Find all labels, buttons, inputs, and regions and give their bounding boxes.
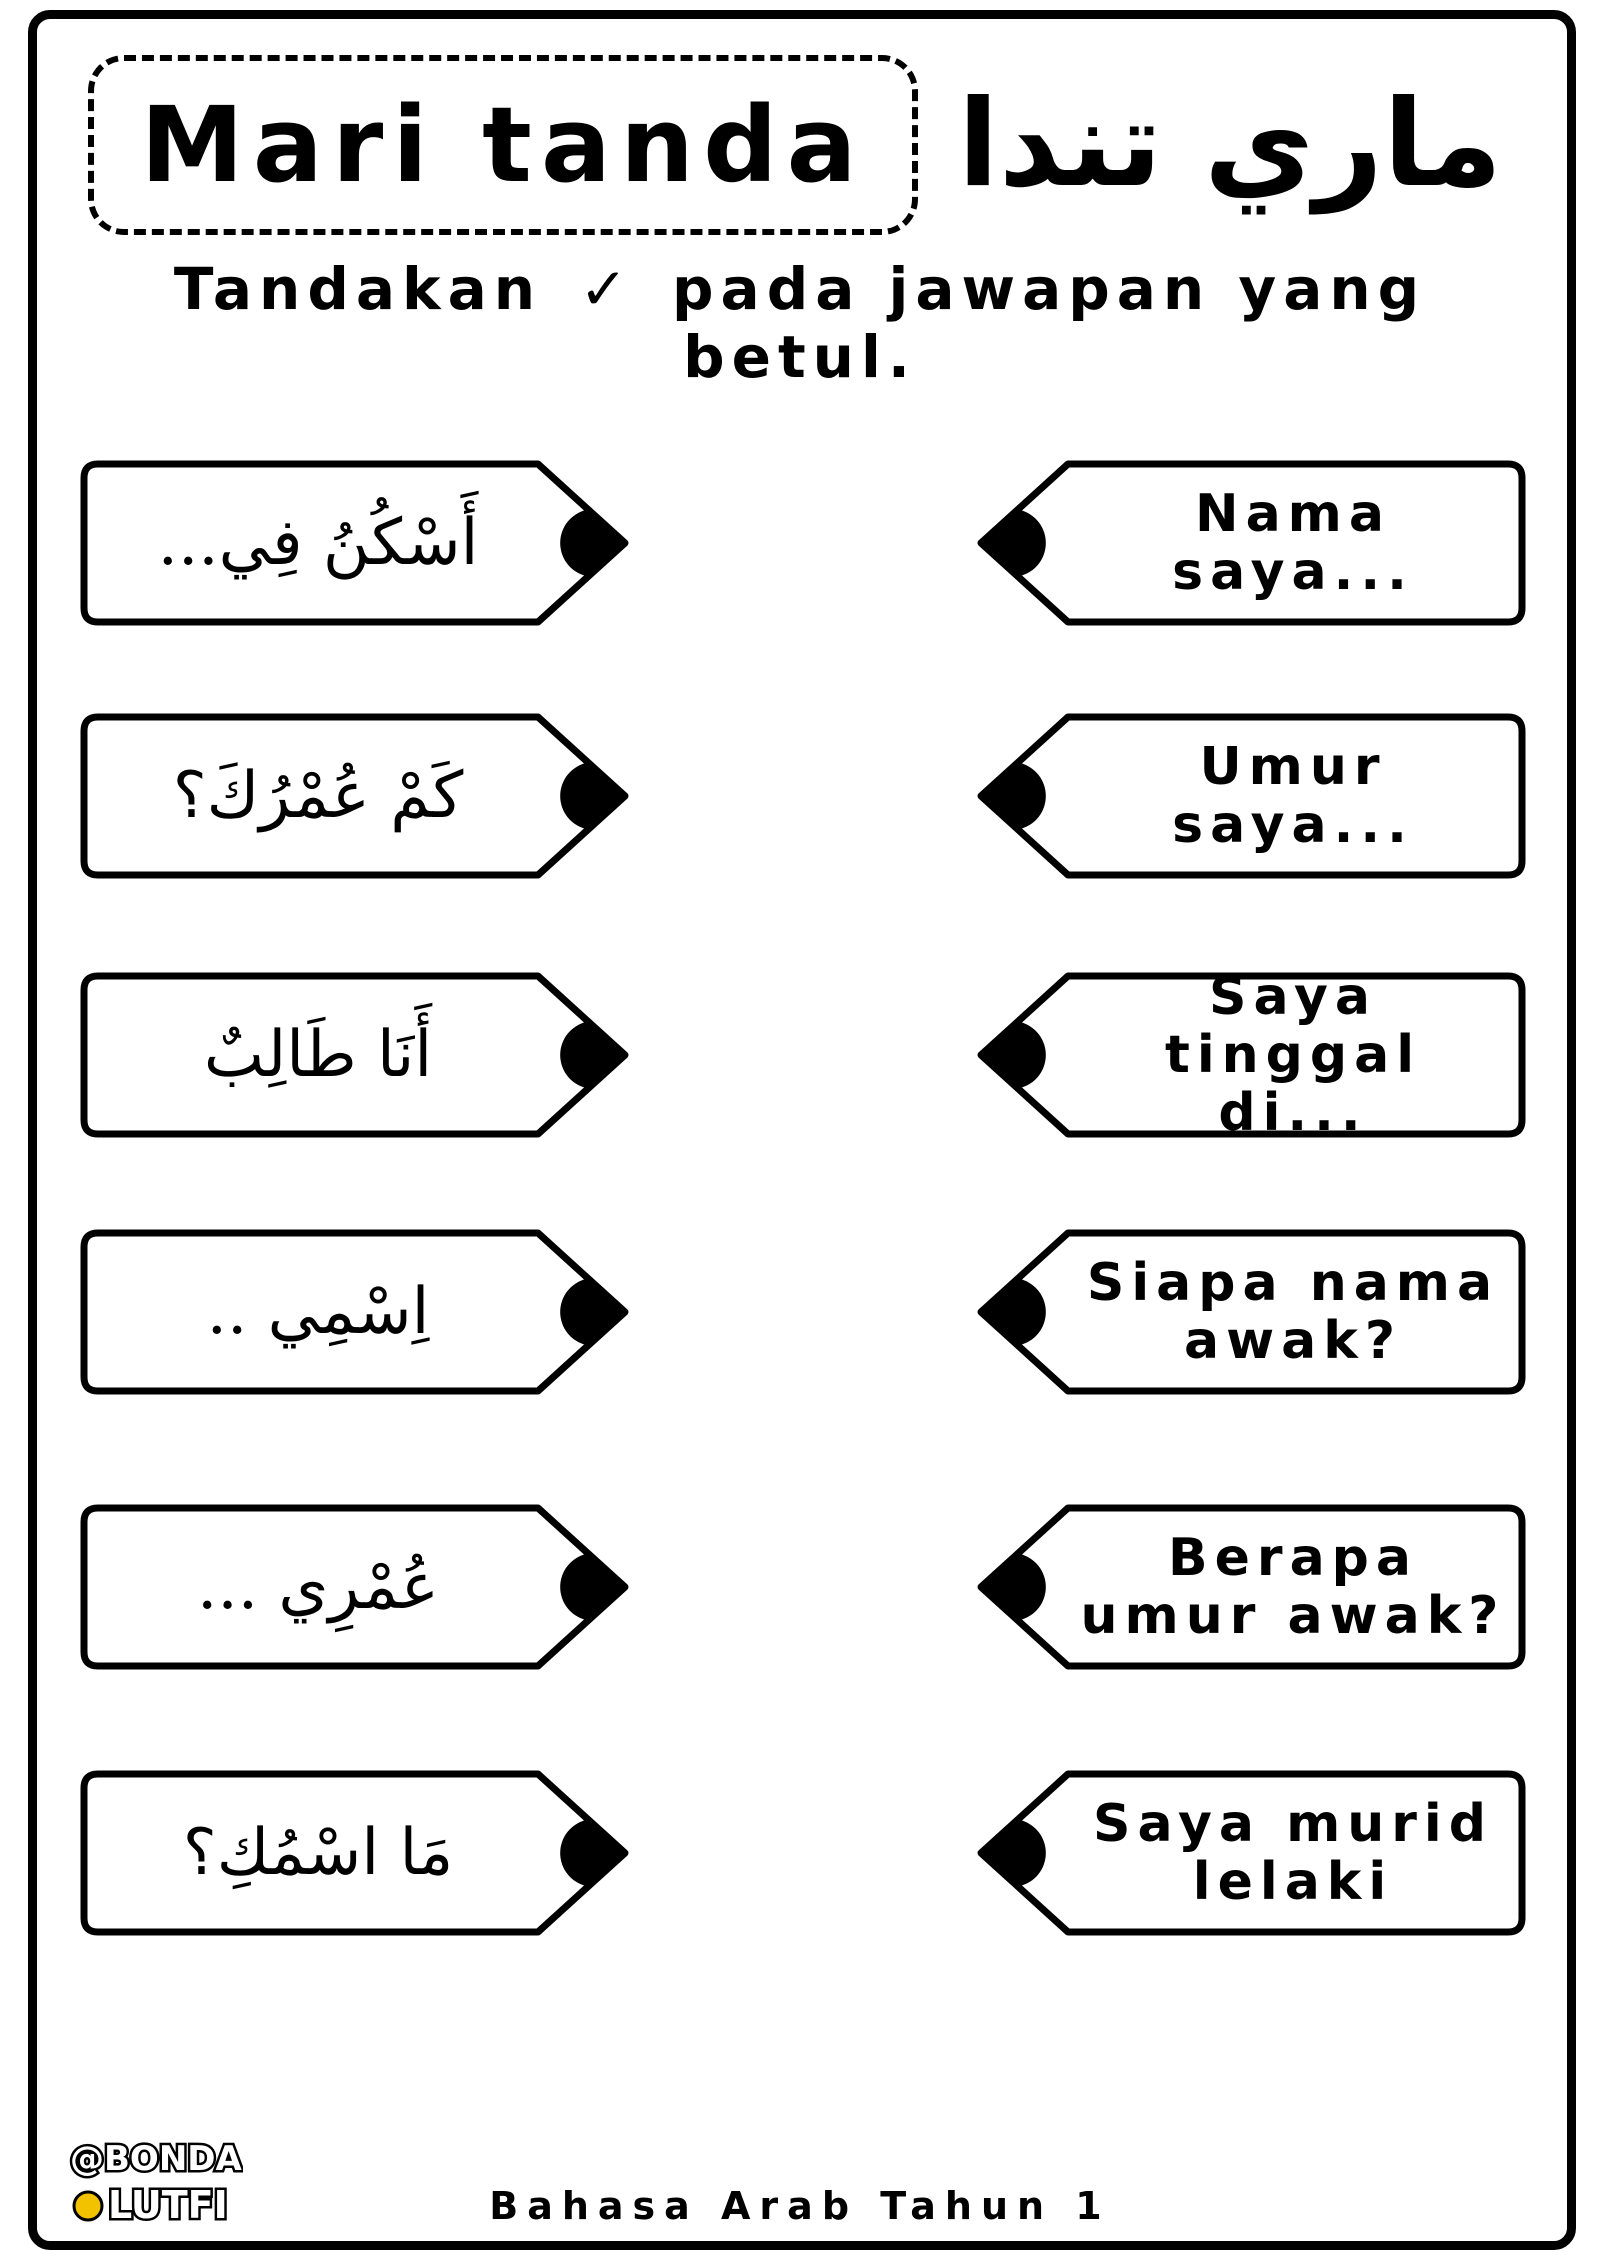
arabic-phrase: عُمْرِي ... bbox=[197, 1549, 439, 1624]
malay-tag-3[interactable] bbox=[960, 966, 1526, 1144]
malay-phrase: Saya tinggal di... bbox=[1164, 966, 1422, 1144]
page-title-jawi: ماري تندا bbox=[957, 75, 1503, 214]
malay-tag-4[interactable] bbox=[960, 1229, 1526, 1395]
malay-phrase: Nama saya... bbox=[1172, 483, 1414, 602]
malay-phrase: Saya murid lelaki bbox=[1093, 1793, 1493, 1912]
malay-phrase: Umur saya... bbox=[1172, 736, 1414, 855]
malay-phrase: Berapa umur awak? bbox=[1080, 1527, 1506, 1646]
arabic-phrase: أَسْكُنُ فِي... bbox=[157, 505, 479, 580]
malay-tag-6[interactable] bbox=[960, 1770, 1526, 1936]
arabic-tag-6[interactable] bbox=[80, 1770, 646, 1936]
check-icon: ✓ bbox=[579, 255, 635, 323]
arabic-tag-3[interactable] bbox=[80, 972, 646, 1138]
malay-tag-1[interactable] bbox=[960, 460, 1526, 626]
page-title: Mari tanda bbox=[140, 84, 866, 206]
logo-line-1: @BONDA bbox=[70, 2139, 242, 2179]
footer-caption: Bahasa Arab Tahun 1 bbox=[489, 2184, 1111, 2228]
malay-tag-5[interactable] bbox=[960, 1504, 1526, 1670]
arabic-phrase: أَنَا طَالِبٌ bbox=[203, 1017, 433, 1092]
malay-tag-2[interactable] bbox=[960, 713, 1526, 879]
instruction bbox=[60, 255, 1540, 391]
instruction-before: Tandakan bbox=[173, 255, 543, 323]
arabic-tag-4[interactable] bbox=[80, 1229, 646, 1395]
instruction-after: pada jawapan yang betul. bbox=[672, 255, 1427, 391]
arabic-tag-5[interactable] bbox=[80, 1504, 646, 1670]
bonda-lutfi-logo bbox=[68, 2130, 243, 2225]
logo-line-2: LUTFI bbox=[108, 2183, 228, 2225]
arabic-phrase: اِسْمِي .. bbox=[206, 1274, 430, 1349]
malay-phrase: Siapa nama awak? bbox=[1086, 1252, 1500, 1371]
arabic-phrase: كَمْ عُمْرُكَ؟ bbox=[172, 758, 464, 833]
title-box bbox=[88, 55, 918, 235]
arabic-tag-1[interactable] bbox=[80, 460, 646, 626]
arabic-phrase: مَا اسْمُكِ؟ bbox=[182, 1815, 454, 1890]
arabic-tag-2[interactable] bbox=[80, 713, 646, 879]
